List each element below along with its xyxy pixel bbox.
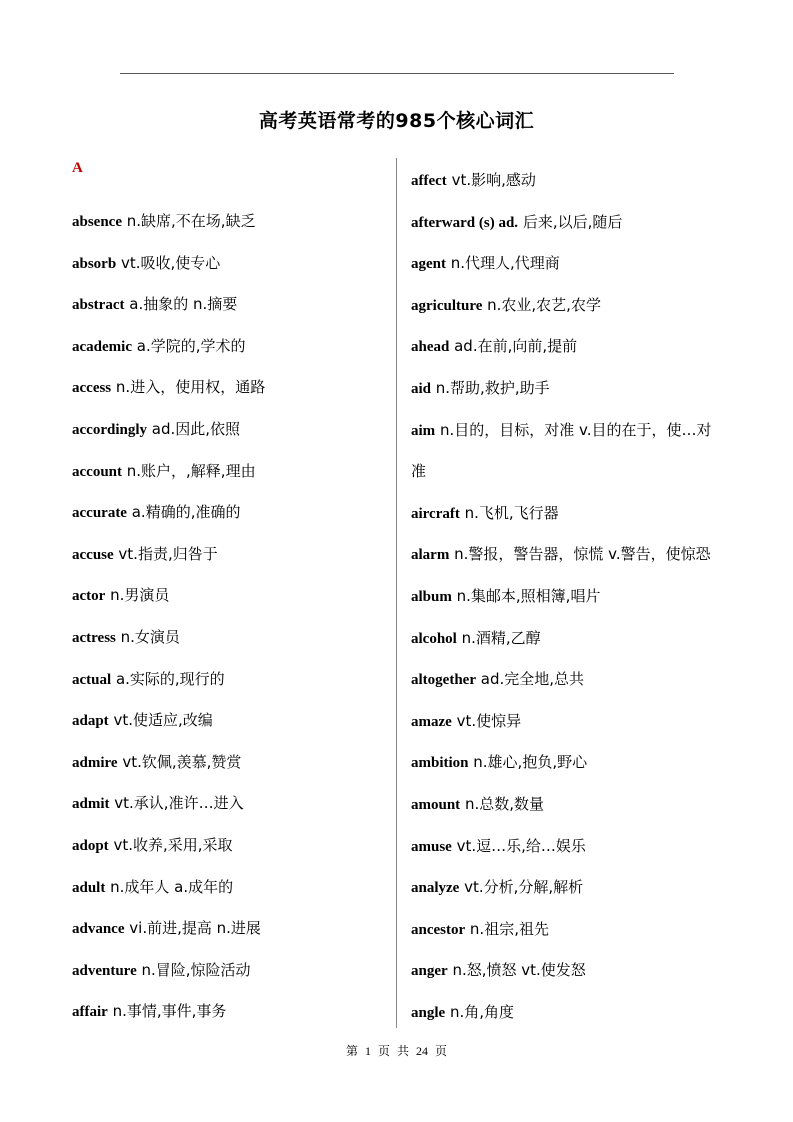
vocab-entry: [411, 836, 586, 857]
vocab-definition: 准: [411, 462, 427, 481]
vocab-word: account: [72, 463, 122, 480]
vocab-word: aid: [411, 381, 432, 397]
column-divider: [396, 158, 397, 1028]
vocab-definition: n.雄心,抱负,野心: [468, 753, 588, 772]
vocab-definition: n.警报，警告器，惊慌 v.警告，使惊恐: [449, 545, 711, 564]
vocab-definition: n.事情,事件,事务: [107, 1002, 227, 1021]
vocab-entry: [411, 877, 583, 898]
vocab-word: adult: [72, 879, 106, 896]
vocab-word: album: [411, 589, 452, 605]
vocab-definition: n.缺席,不在场,缺乏: [122, 212, 256, 230]
vocab-word: accurate: [72, 505, 127, 522]
vocab-entry: [72, 461, 256, 482]
page-title: 高考英语常考的985个核心词汇: [258, 110, 535, 132]
vocab-definition: a.学院的,学术的: [131, 336, 246, 355]
vocab-entry: [411, 503, 559, 524]
vocab-word: affair: [72, 1004, 108, 1021]
vocab-word: absorb: [72, 255, 117, 272]
vocab-definition: ad.因此,依照: [147, 420, 241, 438]
vocab-entry: [72, 1001, 226, 1022]
vocab-entry: [72, 793, 244, 814]
vocab-definition: a.实际的,现行的: [111, 669, 225, 688]
vocab-definition: vt.逗…乐,给…娱乐: [451, 836, 586, 855]
vocab-entry: [72, 502, 240, 523]
vocab-word: anger: [411, 963, 448, 980]
vocab-definition: vt.钦佩,羡慕,赞赏: [117, 752, 242, 771]
vocab-definition: a.抽象的 n.摘要: [124, 295, 238, 314]
vocab-entry: [411, 752, 587, 773]
vocab-entry: [411, 794, 544, 815]
vocab-entry: [72, 960, 251, 981]
vocab-word: actress: [72, 630, 116, 646]
vocab-definition: vt.吸收,使专心: [116, 253, 221, 272]
vocab-definition: ad.在前,向前,提前: [449, 337, 578, 356]
vocab-definition: vt.收养,采用,采取: [108, 836, 233, 854]
vocab-entry: [72, 627, 180, 648]
vocab-definition: n.角,角度: [445, 1003, 514, 1021]
vocab-entry: [411, 420, 711, 441]
vocab-word: adopt: [72, 838, 109, 854]
header-rule: [120, 73, 674, 74]
vocab-definition: n.飞机,飞行器: [459, 503, 559, 522]
vocab-word: accordingly: [72, 422, 147, 438]
vocab-word: ambition: [411, 755, 469, 772]
vocab-entry: [411, 170, 536, 191]
vocab-entry: [411, 628, 541, 649]
vocab-definition: n.女演员: [115, 628, 180, 646]
vocab-word: alcohol: [411, 630, 457, 647]
vocab-word: amaze: [411, 713, 452, 730]
vocab-word: actor: [72, 588, 106, 605]
vocab-word: altogether: [411, 672, 476, 689]
vocab-entry: [411, 544, 711, 565]
vocab-word: absence: [72, 214, 122, 230]
vocab-definition: n.祖宗,祖先: [465, 919, 549, 938]
vocab-word: amuse: [411, 838, 452, 855]
vocab-entry: [411, 711, 521, 732]
vocab-word: accuse: [72, 546, 114, 563]
vocab-definition: vt.指责,归咎于: [113, 544, 218, 563]
vocab-word: aircraft: [411, 505, 460, 522]
vocab-definition: n.帮助,救护,助手: [431, 379, 550, 397]
vocab-definition: n.冒险,惊险活动: [136, 960, 251, 979]
vocab-definition: vi.前进,提高 n.进展: [124, 919, 261, 938]
vocab-word: access: [72, 380, 112, 397]
vocab-word: admit: [72, 796, 110, 813]
vocab-entry: [72, 544, 218, 565]
vocab-entry: [72, 253, 220, 274]
vocab-entry: [411, 960, 586, 981]
vocab-entry: [72, 294, 237, 315]
vocab-word: ancestor: [411, 921, 466, 938]
vocab-word: analyze: [411, 880, 460, 897]
vocab-word: abstract: [72, 297, 125, 314]
vocab-word: angle: [411, 1005, 446, 1021]
vocab-entry: [72, 211, 256, 232]
vocab-entry: [411, 461, 426, 481]
vocab-word: amount: [411, 797, 461, 813]
vocab-definition: n.男演员: [105, 586, 170, 605]
vocab-entry: [72, 336, 245, 357]
vocab-definition: vt.承认,准许…进入: [109, 794, 244, 813]
vocab-entry: [411, 586, 600, 607]
vocab-definition: vt.影响,感动: [446, 171, 536, 189]
vocab-word: academic: [72, 338, 132, 355]
vocab-entry: [411, 295, 601, 316]
vocab-definition: n.怒,愤怒 vt.使发怒: [447, 961, 586, 980]
vocab-definition: n.总数,数量: [460, 795, 544, 813]
vocab-word: agriculture: [411, 297, 483, 314]
vocab-entry: [411, 212, 622, 233]
vocab-word: adapt: [72, 713, 109, 730]
vocab-entry: [411, 253, 560, 274]
vocab-word: actual: [72, 671, 112, 688]
vocab-entry: [72, 918, 261, 939]
vocab-definition: n.集邮本,照相簿,唱片: [451, 587, 601, 605]
vocab-definition: n.代理人,代理商: [446, 254, 560, 273]
vocab-entry: [411, 1002, 514, 1023]
vocab-definition: a.精确的,准确的: [126, 503, 241, 522]
vocab-definition: n.账户，,解释,理由: [122, 461, 256, 480]
vocab-definition: n.酒精,乙醇: [456, 628, 541, 647]
vocab-word: alarm: [411, 547, 450, 564]
vocab-word: adventure: [72, 962, 137, 979]
vocab-definition: vt.分析,分解,解析: [459, 878, 584, 897]
vocab-entry: [411, 378, 550, 399]
section-letter: A: [72, 160, 83, 176]
vocab-entry: [72, 669, 225, 690]
vocab-definition: n.进入，使用权，通路: [111, 378, 266, 397]
vocab-definition: n.成年人 a.成年的: [105, 877, 234, 896]
vocab-word: agent: [411, 256, 446, 273]
vocab-word: advance: [72, 921, 125, 938]
vocab-definition: 后来,以后,随后: [518, 212, 623, 231]
vocab-word: admire: [72, 754, 118, 771]
vocab-entry: [72, 710, 213, 731]
vocab-entry: [72, 419, 240, 440]
vocab-entry: [72, 585, 169, 606]
vocab-word: ahead: [411, 339, 450, 356]
vocab-word: aim: [411, 422, 436, 439]
page-footer: 第 1 页 共 24 页: [345, 1044, 447, 1058]
vocab-entry: [411, 669, 584, 690]
vocab-definition: vt.使适应,改编: [108, 711, 213, 730]
vocab-word: affect: [411, 173, 447, 189]
vocab-definition: n.农业,农艺,农学: [482, 295, 601, 314]
vocab-definition: vt.使惊异: [451, 711, 522, 730]
vocab-word: afterward (s) ad.: [411, 214, 519, 231]
vocab-definition: n.目的，目标，对准 v.目的在于，使…对: [435, 420, 712, 439]
vocab-entry: [411, 336, 577, 357]
vocab-entry: [72, 877, 233, 898]
vocab-definition: ad.完全地,总共: [475, 670, 585, 689]
vocab-entry: [72, 835, 233, 856]
vocab-entry: [72, 377, 265, 398]
vocab-entry: [411, 919, 549, 940]
vocab-entry: [72, 752, 241, 773]
